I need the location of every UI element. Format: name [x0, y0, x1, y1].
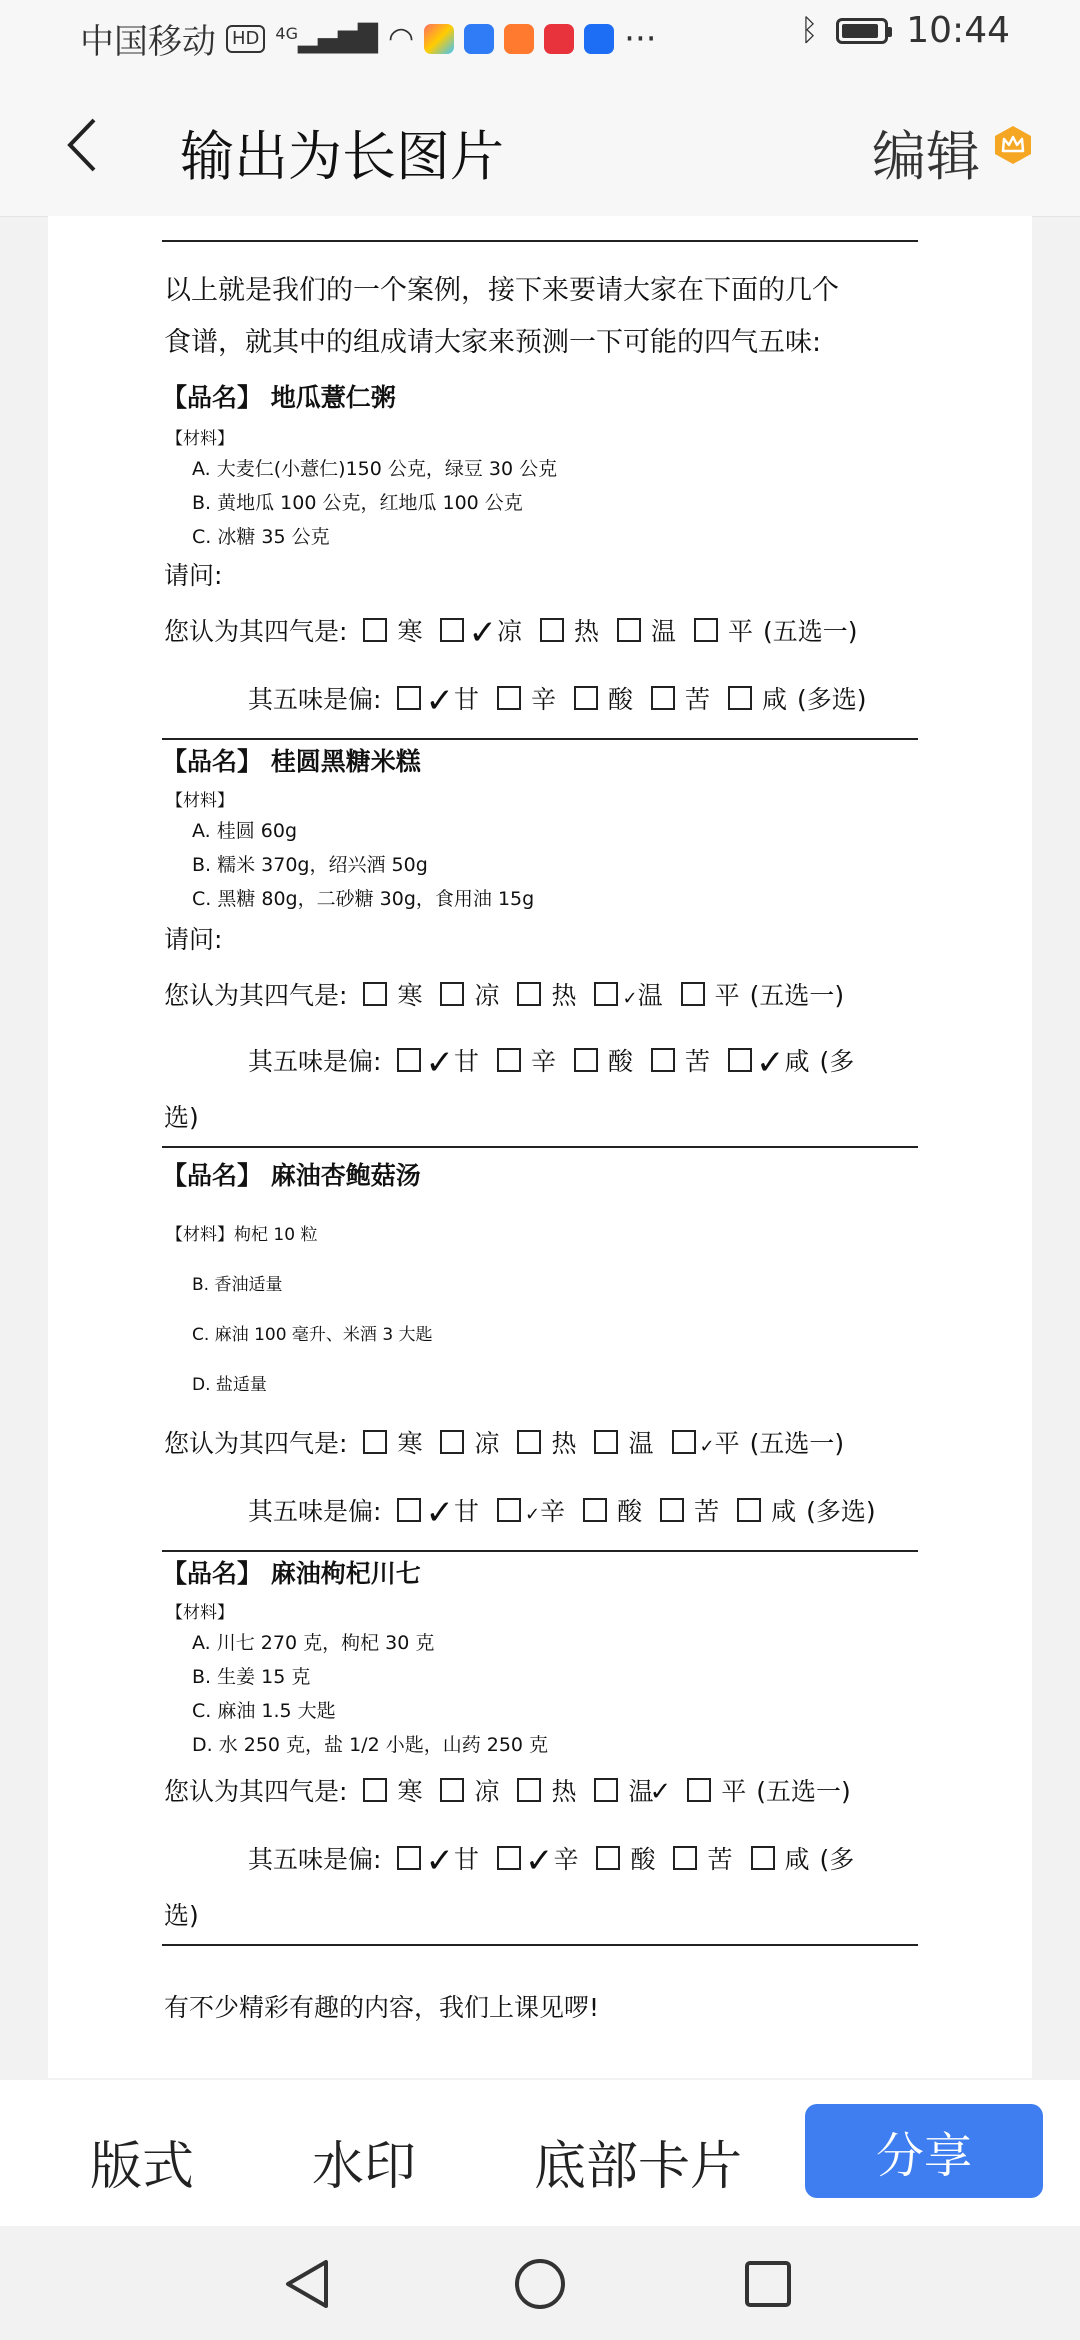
- recipe-3-name: 【品名】 麻油杏鲍菇汤: [162, 1161, 421, 1190]
- option-label: 寒: [397, 981, 423, 1010]
- checkbox: [672, 1430, 696, 1454]
- option-label: 酸: [607, 1047, 633, 1076]
- nav-recents-icon[interactable]: [738, 2254, 798, 2314]
- option-label: 温: [650, 617, 676, 646]
- checkbox: [596, 1846, 620, 1870]
- option-label: 咸: [762, 685, 788, 714]
- option-label: 甘: [453, 685, 479, 714]
- bluetooth-icon: ᛒ: [800, 13, 819, 48]
- check-mark-icon: ✓: [622, 988, 638, 1009]
- share-button[interactable]: 分享: [805, 2104, 1043, 2198]
- divider: [162, 1550, 918, 1552]
- checkbox: [440, 1778, 464, 1802]
- carrier-label: 中国移动: [80, 22, 216, 62]
- clock: 10:44: [906, 10, 1010, 51]
- checkbox: [363, 982, 387, 1006]
- checkbox: [517, 1778, 541, 1802]
- option-label: 热: [551, 981, 577, 1010]
- recipe-3-item: B. 香油适量: [192, 1275, 283, 1295]
- option-label: 酸: [630, 1845, 656, 1874]
- checkbox: [673, 1846, 697, 1870]
- divider: [162, 240, 918, 242]
- wei-suffix: (多: [819, 1047, 855, 1076]
- status-bar: [0, 0, 1080, 72]
- option-label: 辛: [530, 685, 556, 714]
- checkbox: [517, 982, 541, 1006]
- checkbox: [497, 1048, 521, 1072]
- qi-suffix: (五选一): [756, 1777, 851, 1806]
- more-notifications-icon: ···: [624, 18, 657, 59]
- option-label: 凉: [474, 1429, 500, 1458]
- qi-suffix: (五选一): [749, 981, 845, 1010]
- recipe-4-qi-row: [164, 1772, 851, 1808]
- recipe-3-wei-row: [248, 1492, 876, 1533]
- option-label: 甘: [453, 1845, 479, 1874]
- check-mark-icon: ✓: [425, 1043, 454, 1083]
- option-label: 苦: [694, 1497, 720, 1526]
- checkbox: [363, 1778, 387, 1802]
- checkbox: [751, 1846, 775, 1870]
- check-mark-icon: ✓: [425, 681, 454, 721]
- option-label: 热: [551, 1429, 577, 1458]
- checkbox: [737, 1498, 761, 1522]
- qi-prefix: 您认为其四气是:: [164, 617, 348, 646]
- system-navigation-bar: [0, 2226, 1080, 2340]
- option-label: 凉: [496, 617, 522, 646]
- checkbox: [728, 686, 752, 710]
- checkbox: [397, 1048, 421, 1072]
- check-mark-icon: ✓: [649, 1777, 672, 1807]
- wei-suffix-wrap: 选): [164, 1103, 199, 1132]
- checkbox: [728, 1048, 752, 1072]
- checkbox: [574, 686, 598, 710]
- qi-prefix: 您认为其四气是:: [164, 1429, 348, 1458]
- page-title: 输出为长图片: [180, 125, 504, 188]
- option-label: 温: [628, 1429, 654, 1458]
- check-mark-icon: ✓: [524, 1841, 554, 1881]
- recipe-4-name: 【品名】 麻油枸杞川七: [162, 1559, 421, 1588]
- closing-text: 有不少精彩有趣的内容，我们上课见啰!: [164, 1993, 600, 2022]
- check-mark-icon: ✓: [756, 1043, 785, 1083]
- nav-back-icon[interactable]: [278, 2254, 338, 2314]
- wei-suffix: (多选): [796, 685, 867, 714]
- option-label: 寒: [397, 1429, 423, 1458]
- question-label: 请问:: [164, 561, 223, 590]
- option-label: 平: [714, 981, 740, 1010]
- checkbox: [440, 982, 464, 1006]
- check-mark-icon: ✓: [425, 1493, 454, 1533]
- recipe-4-item: B. 生姜 15 克: [192, 1666, 311, 1688]
- option-label: 咸: [784, 1845, 810, 1874]
- option-label: 甘: [453, 1497, 479, 1526]
- recipe-1-item: C. 冰糖 35 公克: [192, 526, 330, 548]
- app-icon-1: [424, 24, 454, 54]
- recipe-3-item: D. 盐适量: [192, 1375, 267, 1395]
- checkbox: [681, 982, 705, 1006]
- recipe-2-item: B. 糯米 370g，绍兴酒 50g: [192, 854, 428, 876]
- app-header: [0, 72, 1080, 217]
- divider: [162, 1146, 918, 1148]
- option-label: 辛: [540, 1497, 566, 1526]
- intro-line-2: 食谱，就其中的组成请大家来预测一下可能的四气五味:: [164, 327, 822, 358]
- option-label: 寒: [397, 1777, 423, 1806]
- checkbox: [440, 1430, 464, 1454]
- back-arrow-icon[interactable]: [56, 110, 116, 180]
- option-label: 温: [637, 981, 663, 1010]
- option-label: 苦: [684, 1047, 710, 1076]
- intro-line-1: 以上就是我们的一个案例，接下来要请大家在下面的几个: [164, 275, 839, 306]
- checkbox: [397, 1846, 421, 1870]
- divider: [162, 1944, 918, 1946]
- option-label: 寒: [397, 617, 423, 646]
- recipe-4-item: D. 水 250 克，盐 1/2 小匙，山药 250 克: [192, 1734, 549, 1756]
- option-label: 苦: [707, 1845, 733, 1874]
- recipe-1-item: B. 黄地瓜 100 公克，红地瓜 100 公克: [192, 492, 523, 514]
- vip-crown-icon: [992, 124, 1034, 166]
- app-icon-4: [544, 24, 574, 54]
- battery-fill: [842, 24, 878, 38]
- wei-suffix: (多选): [806, 1497, 876, 1526]
- option-label: 酸: [617, 1497, 643, 1526]
- recipe-1-qi-row: [164, 612, 857, 653]
- app-icon-2: [464, 24, 494, 54]
- recipe-1-item: A. 大麦仁(小薏仁)150 公克，绿豆 30 公克: [192, 458, 558, 480]
- option-label: 咸: [784, 1047, 810, 1076]
- signal-icon: $^{4G}$▂▄▆█: [275, 23, 378, 54]
- nav-home-icon[interactable]: [510, 2254, 570, 2314]
- option-label: 咸: [771, 1497, 797, 1526]
- check-mark-icon: ✓: [524, 1504, 541, 1525]
- layout-style-tab[interactable]: 版式: [90, 2137, 195, 2197]
- network-type: 4G: [275, 23, 298, 43]
- option-label: 热: [551, 1777, 577, 1806]
- option-label: 甘: [453, 1047, 479, 1076]
- checkbox: [617, 618, 641, 642]
- option-label: 凉: [474, 981, 500, 1010]
- recipe-4-wei-row: [248, 1840, 854, 1881]
- checkbox: [594, 982, 618, 1006]
- checkbox: [363, 1430, 387, 1454]
- wei-prefix: 其五味是偏:: [248, 685, 382, 714]
- checkbox: [497, 686, 521, 710]
- status-left: [80, 14, 657, 63]
- checkbox: [540, 618, 564, 642]
- option-label: 平: [714, 1429, 740, 1458]
- wei-suffix-wrap: 选): [164, 1901, 199, 1930]
- wifi-icon: ◠: [387, 21, 415, 56]
- wei-prefix: 其五味是偏:: [248, 1845, 382, 1874]
- checkbox: [517, 1430, 541, 1454]
- question-label: 请问:: [164, 925, 223, 954]
- hd-badge: HD: [226, 25, 265, 53]
- qi-prefix: 您认为其四气是:: [164, 981, 348, 1010]
- checkbox: [440, 618, 464, 642]
- recipe-1-wei-row: [248, 680, 866, 721]
- checkbox: [594, 1430, 618, 1454]
- checkbox: [594, 1778, 618, 1802]
- qi-suffix: (五选一): [762, 617, 858, 646]
- option-label: 凉: [474, 1777, 500, 1806]
- checkbox: [363, 618, 387, 642]
- checkbox: [397, 686, 421, 710]
- qi-suffix: (五选一): [749, 1429, 845, 1458]
- checkbox: [397, 1498, 421, 1522]
- checkbox: [694, 618, 718, 642]
- qi-prefix: 您认为其四气是:: [164, 1777, 348, 1806]
- checkbox: [660, 1498, 684, 1522]
- checkbox: [574, 1048, 598, 1072]
- bottom-card-tab[interactable]: 底部卡片: [534, 2137, 743, 2197]
- status-right: [800, 10, 1010, 51]
- checkbox: [497, 1846, 521, 1870]
- option-label: 平: [721, 1777, 747, 1806]
- checkbox: [583, 1498, 607, 1522]
- recipe-3-item: C. 麻油 100 毫升、米酒 3 大匙: [192, 1325, 433, 1345]
- option-label: 温: [628, 1777, 654, 1806]
- recipe-2-name: 【品名】 桂圆黑糖米糕: [162, 747, 421, 776]
- option-label: 辛: [553, 1845, 579, 1874]
- edit-button[interactable]: 编辑: [872, 125, 980, 188]
- divider: [162, 738, 918, 740]
- checkbox: [651, 1048, 675, 1072]
- recipe-2-item: C. 黑糖 80g，二砂糖 30g，食用油 15g: [192, 888, 535, 910]
- recipe-1-name: 【品名】 地瓜薏仁粥: [162, 383, 396, 412]
- recipe-2-wei-row: [248, 1042, 854, 1083]
- option-label: 热: [573, 617, 599, 646]
- battery-icon: [836, 18, 888, 44]
- checkbox: [687, 1778, 711, 1802]
- app-icon-3: [504, 24, 534, 54]
- recipe-4-materials-label: 【材料】: [166, 1603, 234, 1623]
- recipe-1-materials-label: 【材料】: [166, 429, 234, 449]
- recipe-3-materials-label: 【材料】枸杞 10 粒: [166, 1225, 318, 1245]
- wei-prefix: 其五味是偏:: [248, 1047, 382, 1076]
- recipe-2-materials-label: 【材料】: [166, 791, 234, 811]
- check-mark-icon: ✓: [699, 1436, 715, 1457]
- app-icon-5: [584, 24, 614, 54]
- option-label: 辛: [530, 1047, 556, 1076]
- check-mark-icon: ✓: [468, 613, 497, 653]
- bottom-toolbar: [0, 2080, 1080, 2226]
- checkbox: [651, 686, 675, 710]
- wei-prefix: 其五味是偏:: [248, 1497, 382, 1526]
- recipe-2-qi-row: [164, 976, 844, 1012]
- recipe-4-item: C. 麻油 1.5 大匙: [192, 1700, 336, 1722]
- wei-suffix: (多: [819, 1845, 855, 1874]
- check-mark-icon: ✓: [425, 1841, 454, 1881]
- checkbox: [497, 1498, 521, 1522]
- option-label: 苦: [684, 685, 710, 714]
- recipe-3-qi-row: [164, 1424, 844, 1460]
- option-label: 平: [728, 617, 754, 646]
- watermark-tab[interactable]: 水印: [312, 2137, 417, 2197]
- option-label: 酸: [607, 685, 633, 714]
- recipe-4-item: A. 川七 270 克，枸杞 30 克: [192, 1632, 435, 1654]
- recipe-2-item: A. 桂圆 60g: [192, 820, 298, 842]
